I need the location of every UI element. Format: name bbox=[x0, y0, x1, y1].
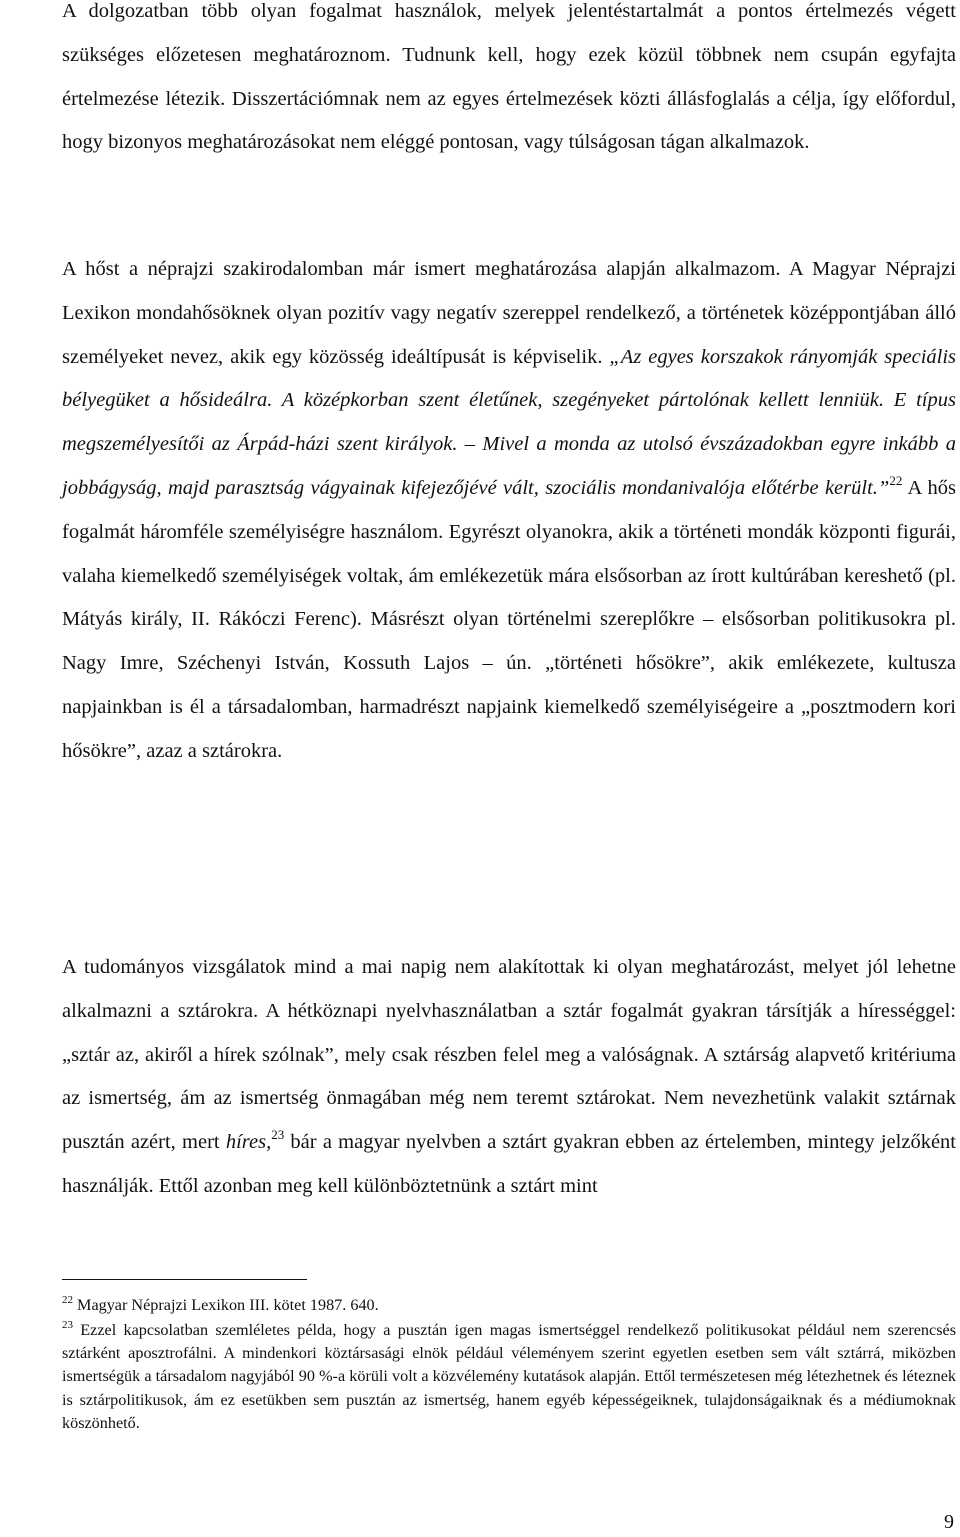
paragraph-definitions-intro: A dolgozatban több olyan fogalmat használok, melyek jelentéstartalmát a pontos értelmezés végett szükséges előzetesen meghatároznom. Tudnunk kell, hogy ezek közül többnek nem csupán egyfajta értelmezése létezik. Disszertációmnak nem az egyes értelmezések közti állásfoglalás a célja, így előfordul, hogy bizonyos meghatározásokat nem eléggé pontosan, vagy túlságosan tágan alkalmazok. bbox=[62, 0, 956, 154]
paragraph-star-definition bbox=[62, 946, 956, 1209]
hero-text-part-2: A hős fogalmát háromféle személyiségre használom. Egyrészt olyanokra, akik a történeti mondák központi figurái, valaha kiemelkedő személyiségek voltak, ám emlékezetük mára elsősorban az írott kultúrában kereshető (pl. Mátyás király, II. Rákóczi Ferenc). Másrészt olyan történelmi szereplőkre – elsősorban politikusokra pl. Nagy Imre, Széchenyi István, Kossuth Lajos – ún. „történeti hősökre”, akik emlékezete, kultusza napjainkban is él a társadalomban, harmadrészt napjaink kiemelkedő személyiségeire a „posztmodern kori hősökre”, azaz a sztárokra. bbox=[62, 476, 956, 762]
footnote-number: 22 bbox=[62, 1294, 73, 1306]
footnote-number: 23 bbox=[62, 1319, 73, 1331]
footnote-text: Ezzel kapcsolatban szemléletes példa, hogy a pusztán igen magas ismertséggel rendelkező politikusokat például nem szerencsés sztárként aposztrofálni. A mindenkori köztársasági elnök például véleményem szerint egyetlen esetben sem vált sztárrá, miközben ismertségük a társadalom nagyjából 90 %-a körüli volt a közvélemény kutatások alapján. Ettől természetesen még létezhetnek és léteznek is sztárpolitikusok, ám ez esetükben sem pusztán az ismertség, hanem egyéb képességeiknek, tulajdonságaiknak és a médiumoknak köszönhető. bbox=[62, 1321, 956, 1432]
paragraph-hero-definition bbox=[62, 248, 956, 774]
footnote-ref-23[interactable]: 23 bbox=[271, 1127, 285, 1143]
footnote-separator bbox=[62, 1279, 307, 1280]
lexicon-quote: „Az egyes korszakok rányomják speciális bélyegüket a hősideálra. A középkorban szent életűnek, szegényeket pártolónak kellett lenniük. E típus megszemélyesítői az Árpád-házi szent királyok. – Mivel a monda az utolsó évszázadokban egyre inkább a jobbágyság, majd parasztság vágyainak kifejezőjévé vált, szociális mondanivalója előtérbe került.” bbox=[62, 345, 957, 499]
famous-word: híres, bbox=[225, 1131, 272, 1154]
page-number: 9 bbox=[944, 1511, 954, 1533]
footnote-22 bbox=[62, 1294, 956, 1317]
star-text-part-1: A tudományos vizsgálatok mind a mai napig nem alakítottak ki olyan meghatározást, melyet jól lehetne alkalmazni a sztárokra. A hétköznapi nyelvhasználatban a sztár fogalmát gyakran társítják a hírességgel: „sztár az, akiről a hírek szólnak”, mely csak részben felel meg a valóságnak. A sztárság alapvető kritériuma az ismertség, ám az ismertség önmagában még nem teremt sztárokat. Nem nevezhetünk valakit sztárnak pusztán azért, mert bbox=[62, 956, 956, 1154]
footnote-23 bbox=[62, 1319, 956, 1435]
footnote-text: Magyar Néprajzi Lexikon III. kötet 1987. 640. bbox=[73, 1296, 379, 1314]
star-text-part-2: bár a magyar nyelvben a sztárt gyakran ebben az értelemben, mintegy jelzőként használják. Ettől azonban meg kell különböztetnünk a sztárt mint bbox=[62, 1131, 956, 1197]
hero-text-part-1: A hőst a néprajzi szakirodalomban már ismert meghatározása alapján alkalmazom. A Magyar Néprajzi Lexikon mondahősöknek olyan pozitív vagy negatív szereppel rendelkező, a történetek középpontjában álló személyeket nevez, akik egy közösség ideáltípusát is képviselik. bbox=[62, 258, 956, 368]
footnote-ref-22[interactable]: 22 bbox=[889, 472, 903, 488]
